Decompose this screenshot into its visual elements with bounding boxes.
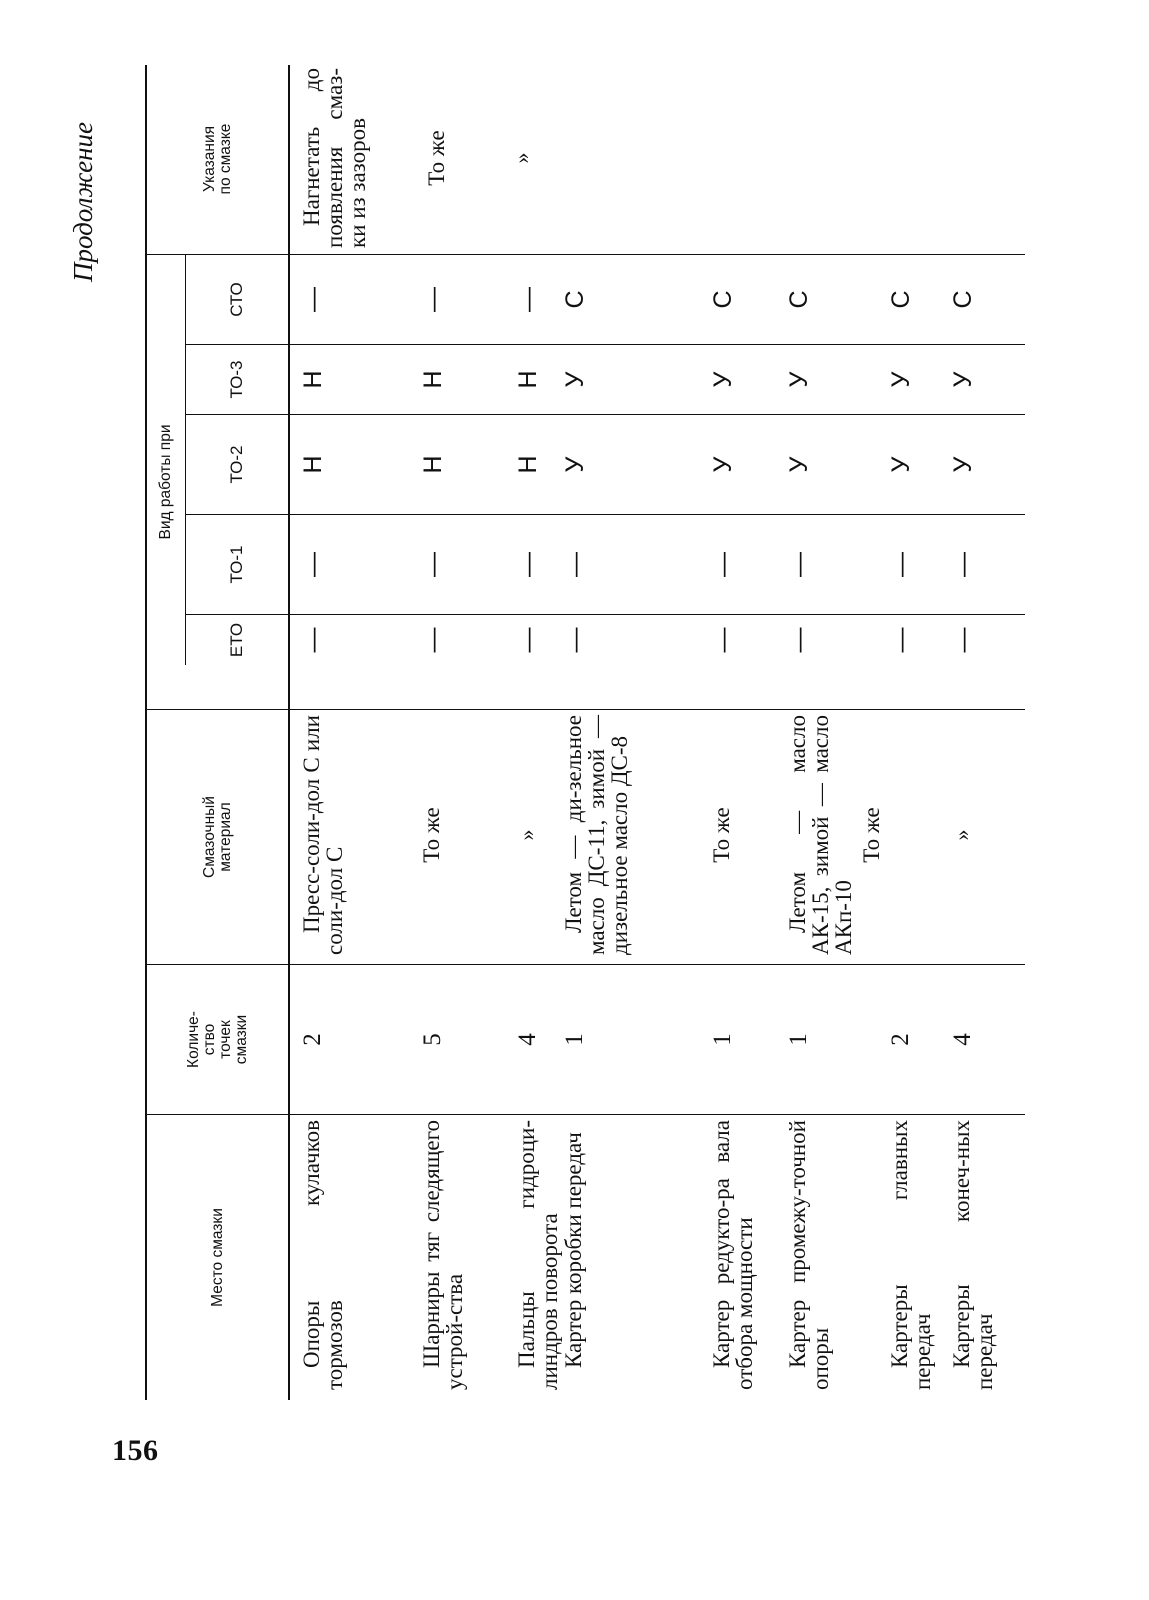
row-2-eto: — xyxy=(419,627,447,653)
continuation-caption: Продолжение xyxy=(68,121,98,282)
header-material: Смазочный материал xyxy=(200,796,234,878)
page-number: 156 xyxy=(112,1434,159,1467)
row-4-to1: — xyxy=(561,552,589,577)
row-6-to1: — xyxy=(785,552,813,577)
row-8-material: » xyxy=(949,829,974,841)
row-1-to1: — xyxy=(299,552,327,577)
header-sto: СТО xyxy=(227,282,246,317)
header-notes: Указания по смазке xyxy=(200,123,234,195)
row-4-place: Картер коробки передач xyxy=(561,1132,586,1368)
row-3-to3: Н xyxy=(514,370,542,389)
row-4-count: 1 xyxy=(561,1033,588,1046)
row-4-to3: У xyxy=(561,371,589,388)
row-3-notes: » xyxy=(509,152,534,164)
row-5-count: 1 xyxy=(709,1033,736,1046)
row-8-to1: — xyxy=(949,552,977,577)
row-5-place: Картер редукто-ра вала отбора мощности xyxy=(709,1120,757,1390)
row-2-to1: — xyxy=(419,552,447,577)
row-5-to1: — xyxy=(709,552,737,577)
row-3-count: 4 xyxy=(514,1033,541,1046)
row-6-place: Картер промежу-точной опоры xyxy=(785,1120,833,1390)
row-6-notes xyxy=(786,68,816,248)
row-3-material: » xyxy=(514,829,539,841)
row-2-place: Шарниры тяг следящего устрой-ства xyxy=(419,1120,467,1390)
row-7-count: 2 xyxy=(887,1033,914,1046)
row-7-material: То же xyxy=(859,807,884,863)
row-1-count: 2 xyxy=(299,1033,326,1046)
header-bottom-rule xyxy=(288,65,290,1400)
row-1-material: Пресс-соли-дол С или соли-дол С xyxy=(299,715,347,955)
row-3-place: Пальцы гидроци-линдров поворота xyxy=(514,1120,562,1390)
row-7-to1: — xyxy=(887,552,915,577)
row-5-sto: С xyxy=(709,290,737,309)
row-3-sto: — xyxy=(514,287,542,312)
row-7-notes xyxy=(888,68,918,248)
row-8-count: 4 xyxy=(949,1033,976,1046)
row-1-eto: — xyxy=(299,627,327,653)
header-eto: ЕТО xyxy=(227,622,246,658)
row-6-material: Летом — масло АК-15, зимой — масло АКп-10 xyxy=(785,715,856,955)
row-4-notes xyxy=(562,68,592,248)
row-8-place: Картеры конеч-ных передач xyxy=(949,1120,997,1390)
row-4-sto: С xyxy=(561,290,589,309)
row-2-material: То же xyxy=(419,807,444,863)
row-1-place: Опоры кулачков тормозов xyxy=(299,1120,347,1390)
row-4-to2: У xyxy=(561,456,589,473)
row-3-eto: — xyxy=(514,627,542,653)
row-7-to3: У xyxy=(887,371,915,388)
row-7-sto: С xyxy=(887,290,915,309)
header-to3: ТО-3 xyxy=(227,360,246,399)
row-5-to2: У xyxy=(709,456,737,473)
row-6-to2: У xyxy=(785,456,813,473)
row-1-sto: — xyxy=(299,287,327,312)
row-5-material: То же xyxy=(709,807,734,863)
row-7-eto: — xyxy=(887,627,915,653)
row-3-to2: Н xyxy=(514,455,542,474)
row-6-count: 1 xyxy=(785,1033,812,1046)
row-2-to2: Н xyxy=(419,455,447,474)
row-8-to2: У xyxy=(949,456,977,473)
row-6-sto: С xyxy=(785,290,813,309)
row-6-eto: — xyxy=(785,627,813,653)
row-8-notes xyxy=(950,68,980,248)
header-to1: ТО-1 xyxy=(227,545,246,584)
row-5-to3: У xyxy=(709,371,737,388)
row-1-notes: Нагнетать до появления смаз-ки из зазоров xyxy=(299,68,370,248)
row-2-count: 5 xyxy=(419,1033,446,1046)
row-8-sto: С xyxy=(949,290,977,309)
header-work-type: Вид работы при xyxy=(157,424,174,540)
row-5-eto: — xyxy=(709,627,737,653)
row-4-material: Летом — ди-зельное масло ДС-11, зимой — дизельное масло ДС-8 xyxy=(561,715,632,955)
row-8-eto: — xyxy=(949,627,977,653)
row-1-to3: Н xyxy=(299,370,327,389)
row-5-notes xyxy=(710,68,740,248)
row-7-to2: У xyxy=(887,456,915,473)
header-count: Количе- ство точек смазки xyxy=(184,1011,250,1068)
row-1-to2: Н xyxy=(299,455,327,474)
row-2-to3: Н xyxy=(419,370,447,389)
row-7-place: Картеры главных передач xyxy=(887,1120,935,1390)
row-8-to3: У xyxy=(949,371,977,388)
row-3-to1: — xyxy=(514,552,542,577)
header-place: Место смазки xyxy=(208,1208,226,1307)
row-6-to3: У xyxy=(785,371,813,388)
row-2-sto: — xyxy=(419,287,447,312)
row-2-notes: То же xyxy=(424,130,449,186)
row-4-eto: — xyxy=(561,627,589,653)
header-to2: ТО-2 xyxy=(227,445,246,484)
rotated-table-page xyxy=(68,55,1040,1400)
